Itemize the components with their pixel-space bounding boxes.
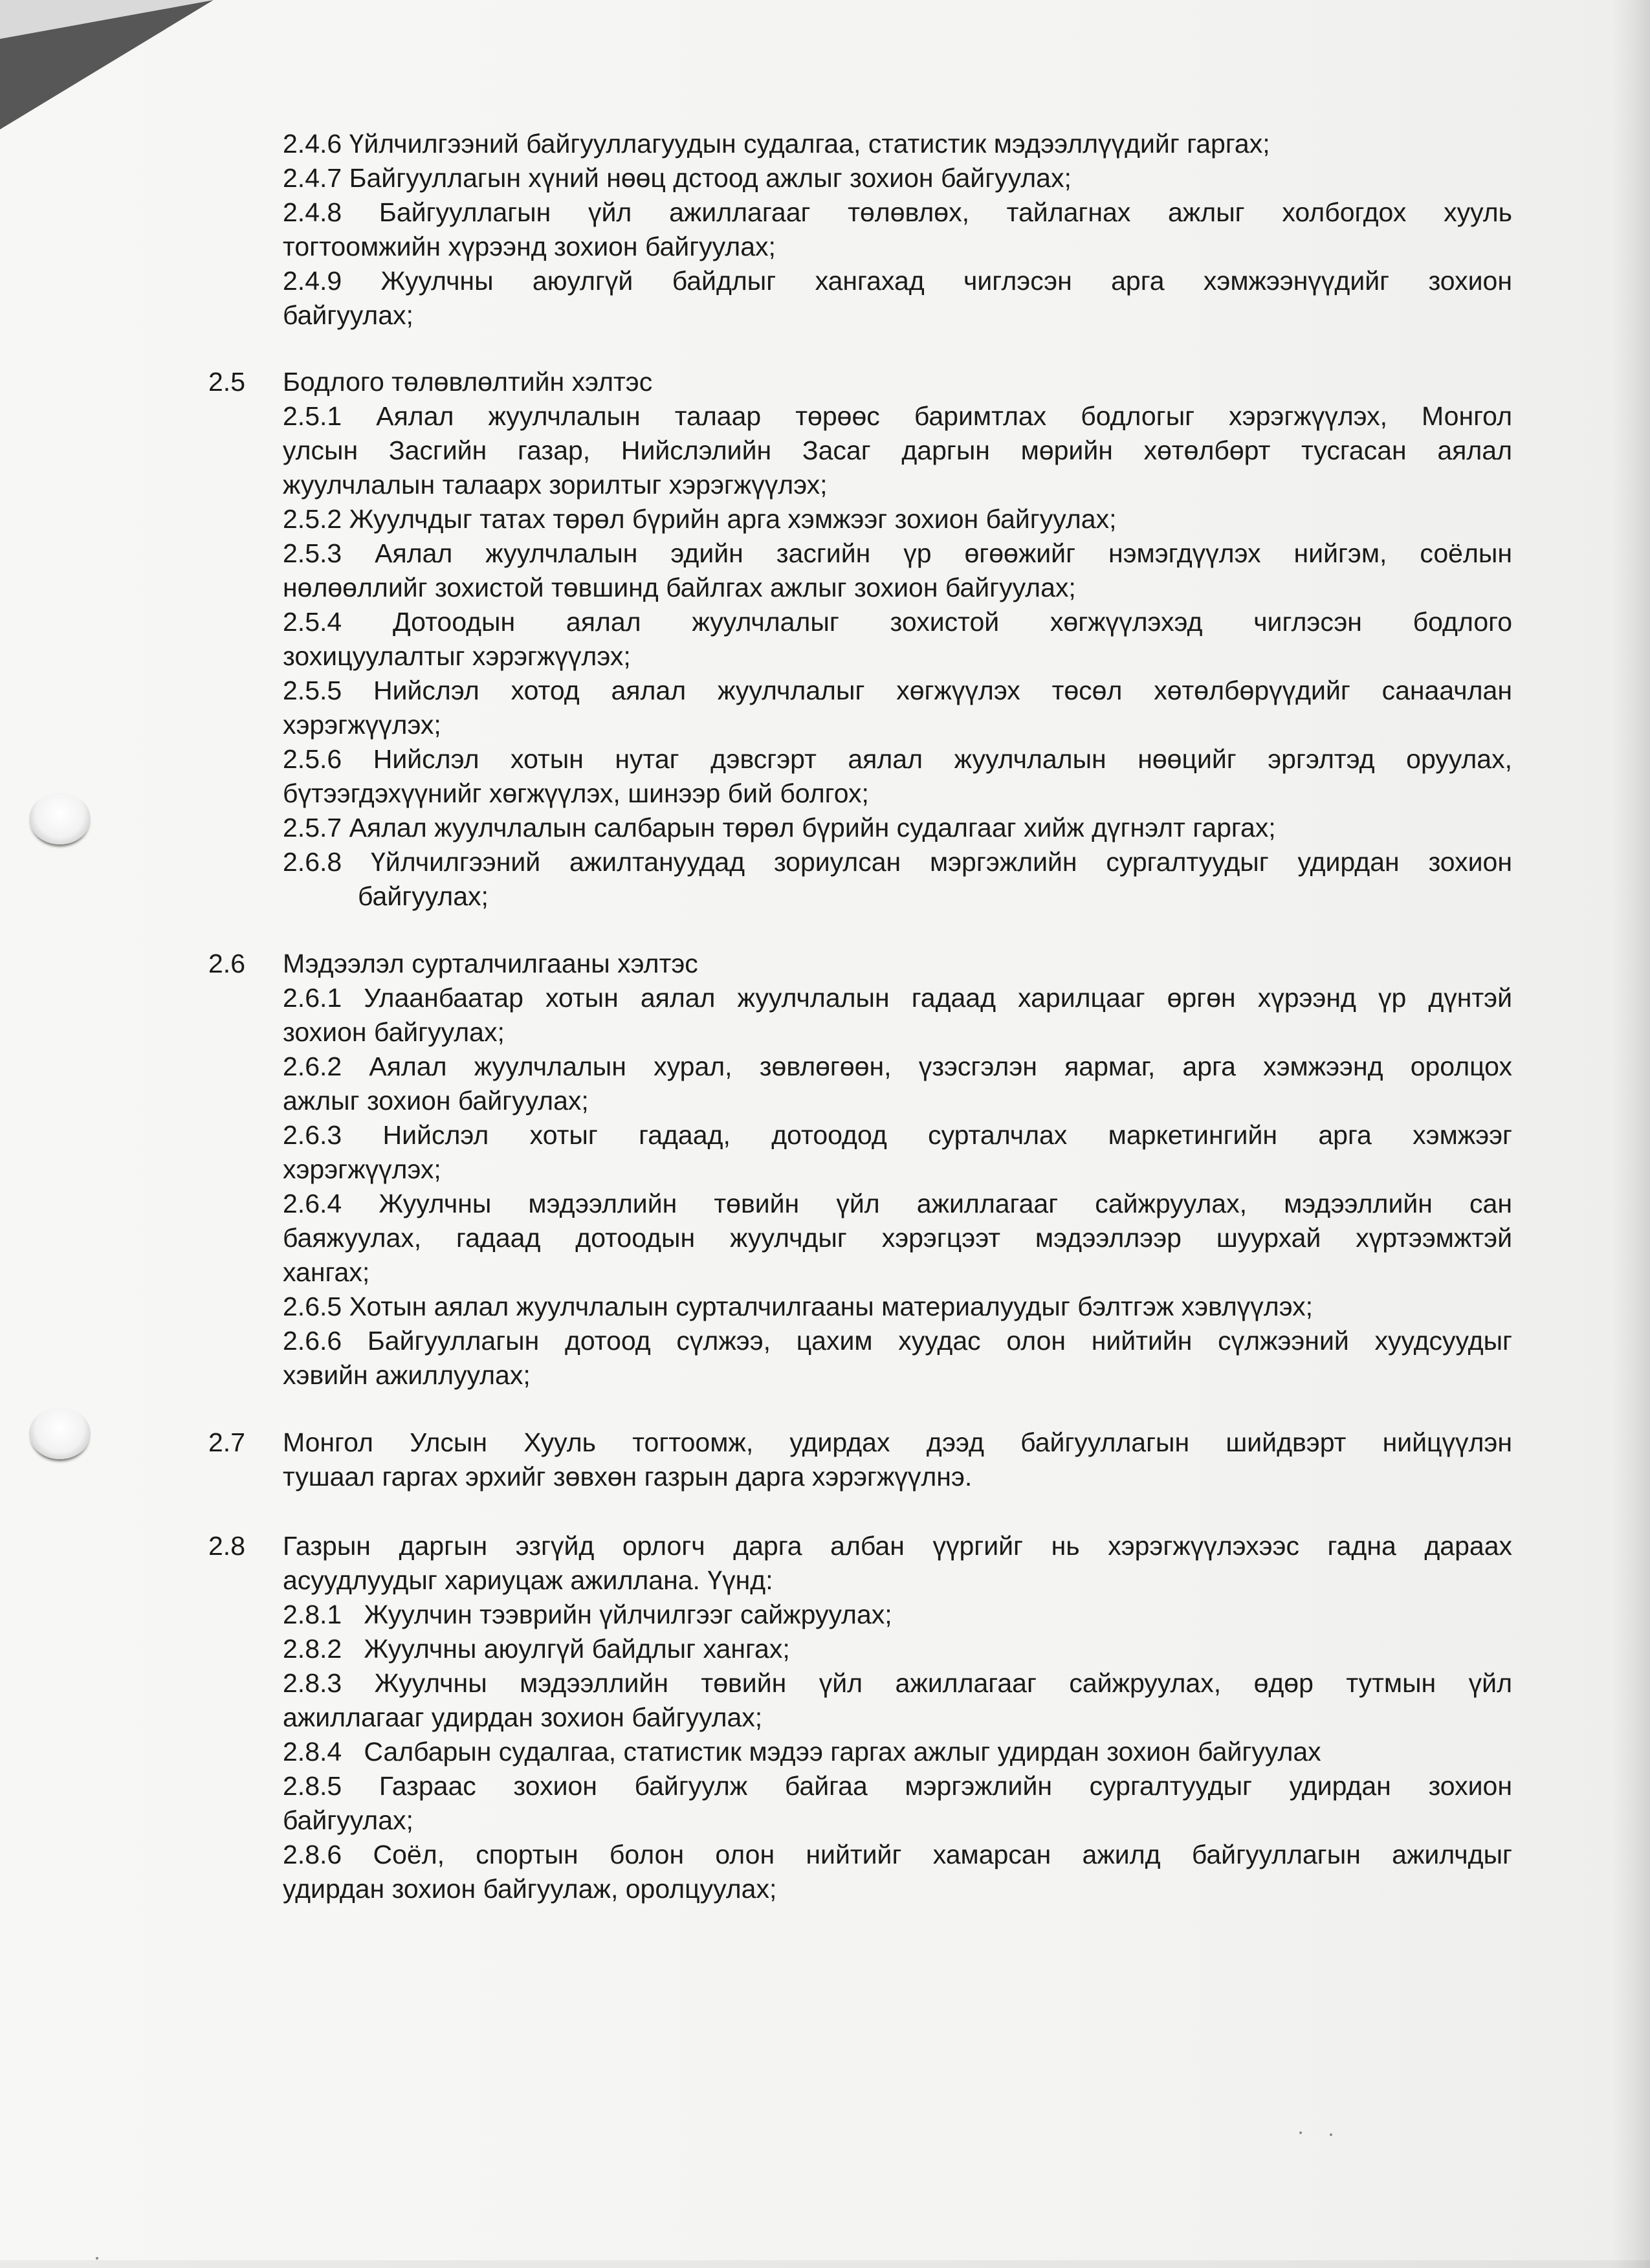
list-item-2-6-3-cont: хэрэгжүүлэх; <box>283 1154 441 1184</box>
list-item-2-5-6-cont: бүтээгдэхүүнийг хөгжүүлэх, шинээр бий болгох; <box>283 778 869 808</box>
list-item-2-8-1: 2.8.1 Жуулчин тээврийн үйлчилгээг сайжруулах; <box>283 1600 892 1629</box>
section-number-2-7: 2.7 <box>208 1427 245 1457</box>
list-item-2-4-9: 2.4.9 Жуулчны аюулгүй байдлыг хангахад чиглэсэн арга хэмжээнүүдийг зохион <box>283 266 1512 296</box>
list-item-2-8-5-cont: байгуулах; <box>283 1805 413 1835</box>
page-corner-fold <box>0 0 214 129</box>
scan-speck <box>1299 2131 1302 2134</box>
section-title-2-5: Бодлого төлөвлөлтийн хэлтэс <box>283 367 653 397</box>
list-item-2-5-5-cont: хэрэгжүүлэх; <box>283 710 441 740</box>
list-item-2-5-5: 2.5.5 Нийслэл хотод аялал жуулчлалыг хөгжүүлэх төсөл хөтөлбөрүүдийг санаачлан <box>283 676 1512 705</box>
paragraph-2-8-cont: асуудлуудыг хариуцаж ажиллана. Үүнд: <box>283 1565 773 1595</box>
list-item-2-8-3-cont: ажиллагааг удирдан зохион байгуулах; <box>283 1702 763 1732</box>
page-bottom-edge <box>0 2260 1650 2268</box>
list-item-2-5-4: 2.5.4 Дотоодын аялал жуулчлалыг зохистой хөгжүүлэхэд чиглэсэн бодлого <box>283 607 1512 637</box>
list-item-2-8-6-cont: удирдан зохион байгуулаж, оролцуулах; <box>283 1874 777 1904</box>
list-item-2-5-3: 2.5.3 Аялал жуулчлалын эдийн засгийн үр өгөөжийг нэмэгдүүлэх нийгэм, соёлын <box>283 538 1512 568</box>
list-item-2-5-6: 2.5.6 Нийслэл хотын нутаг дэвсгэрт аялал жуулчлалын нөөцийг эргэлтэд оруулах, <box>283 744 1512 774</box>
page-right-shadow <box>1611 0 1650 2268</box>
list-item-2-5-7: 2.5.7 Аялал жуулчлалын салбарын төрөл бүрийн судалгааг хийж дүгнэлт гаргах; <box>283 813 1276 842</box>
list-item-2-5-1: 2.5.1 Аялал жуулчлалын талаар төрөөс баримтлах бодлогыг хэрэгжүүлэх, Монгол <box>283 401 1512 431</box>
list-item-2-6-1: 2.6.1 Улаанбаатар хотын аялал жуулчлалын гадаад харилцааг өргөн хүрээнд үр дүнтэй <box>283 983 1512 1013</box>
list-item-2-8-6: 2.8.6 Соёл, спортын болон олон нийтийг хамарсан ажилд байгууллагын ажилчдыг <box>283 1840 1512 1869</box>
list-item-2-4-7: 2.4.7 Байгууллагын хүний нөөц дстоод ажлыг зохион байгуулах; <box>283 163 1072 193</box>
list-item-2-6-2-cont: ажлыг зохион байгуулах; <box>283 1086 589 1116</box>
section-number-2-6: 2.6 <box>208 949 245 978</box>
list-item-2-8-5: 2.8.5 Газраас зохион байгуулж байгаа мэргэжлийн сургалтуудыг удирдан зохион <box>283 1771 1512 1801</box>
list-item-2-6-4-cont: баяжуулах, гадаад дотоодын жуулчдыг хэрэгцээт мэдээллээр шуурхай хүртээмжтэй <box>283 1223 1512 1253</box>
paragraph-2-7-cont: тушаал гаргах эрхийг зөвхөн газрын дарга хэрэгжүүлнэ. <box>283 1462 973 1492</box>
list-item-2-6-2: 2.6.2 Аялал жуулчлалын хурал, зөвлөгөөн, үзэсгэлэн яармаг, арга хэмжээнд оролцох <box>283 1051 1512 1081</box>
list-item-2-6-6: 2.6.6 Байгууллагын дотоод сүлжээ, цахим хуудас олон нийтийн сүлжээний хуудсуудыг <box>283 1326 1512 1356</box>
list-item-2-5-2: 2.5.2 Жуулчдыг татах төрөл бүрийн арга хэмжээг зохион байгуулах; <box>283 504 1117 534</box>
paragraph-2-7: Монгол Улсын Хууль тогтоомж, удирдах дээд байгууллагын шийдвэрт нийцүүлэн <box>283 1427 1512 1457</box>
list-item-2-4-8-cont: тогтоомжийн хүрээнд зохион байгуулах; <box>283 232 776 261</box>
list-item-2-5-3-cont: нөлөөллийг зохистой төвшинд байлгах ажлыг зохион байгуулах; <box>283 573 1076 602</box>
list-item-2-5-4-cont: зохицуулалтыг хэрэгжүүлэх; <box>283 641 631 671</box>
list-item-2-8-4: 2.8.4 Салбарын судалгаа, статистик мэдээ гаргах ажлыг удирдан зохион байгуулах <box>283 1737 1321 1767</box>
punch-hole-bottom <box>29 1407 91 1459</box>
paragraph-2-8: Газрын даргын эзгүйд орлогч дарга албан үүргийг нь хэрэгжүүлэхээс гадна дараах <box>283 1531 1512 1561</box>
list-item-2-6-5: 2.6.5 Хотын аялал жуулчлалын сурталчилгааны материалуудыг бэлтгэж хэвлүүлэх; <box>283 1292 1314 1321</box>
section-number-2-5: 2.5 <box>208 367 245 397</box>
punch-hole-top <box>29 793 91 844</box>
section-number-2-8: 2.8 <box>208 1531 245 1561</box>
list-item-2-5-1-end: жуулчлалын талаарх зорилтыг хэрэгжүүлэх; <box>283 470 828 500</box>
scan-speck <box>96 2257 98 2260</box>
list-item-2-6-4: 2.6.4 Жуулчны мэдээллийн төвийн үйл ажиллагааг сайжруулах, мэдээллийн сан <box>283 1189 1512 1218</box>
list-item-2-6-1-cont: зохион байгуулах; <box>283 1017 505 1047</box>
section-title-2-6: Мэдээлэл сурталчилгааны хэлтэс <box>283 949 698 978</box>
list-item-2-4-9-cont: байгуулах; <box>283 300 413 330</box>
list-item-2-8-3: 2.8.3 Жуулчны мэдээллийн төвийн үйл ажиллагааг сайжруулах, өдөр тутмын үйл <box>283 1668 1512 1698</box>
list-item-2-6-6-cont: хэвийн ажиллуулах; <box>283 1360 531 1390</box>
list-item-2-6-4-end: хангах; <box>283 1257 370 1287</box>
list-item-2-6-8-cont: байгуулах; <box>358 881 489 911</box>
list-item-2-8-2: 2.8.2 Жуулчны аюулгүй байдлыг хангах; <box>283 1634 790 1664</box>
list-item-2-6-8: 2.6.8 Үйлчилгээний ажилтануудад зориулсан мэргэжлийн сургалтуудыг удирдан зохион <box>283 847 1512 877</box>
list-item-2-4-8: 2.4.8 Байгууллагын үйл ажиллагааг төлөвлөх, тайлагнах ажлыг холбогдох хууль <box>283 197 1512 227</box>
list-item-2-6-3: 2.6.3 Нийслэл хотыг гадаад, дотоодод сурталчлах маркетингийн арга хэмжээг <box>283 1120 1512 1150</box>
list-item-2-5-1-cont: улсын Засгийн газар, Нийслэлийн Засаг даргын мөрийн хөтөлбөрт тусгасан аялал <box>283 435 1512 465</box>
scan-speck <box>1330 2133 1332 2136</box>
list-item-2-4-6: 2.4.6 Үйлчилгээний байгууллагуудын судалгаа, статистик мэдээллүүдийг гаргах; <box>283 129 1270 159</box>
